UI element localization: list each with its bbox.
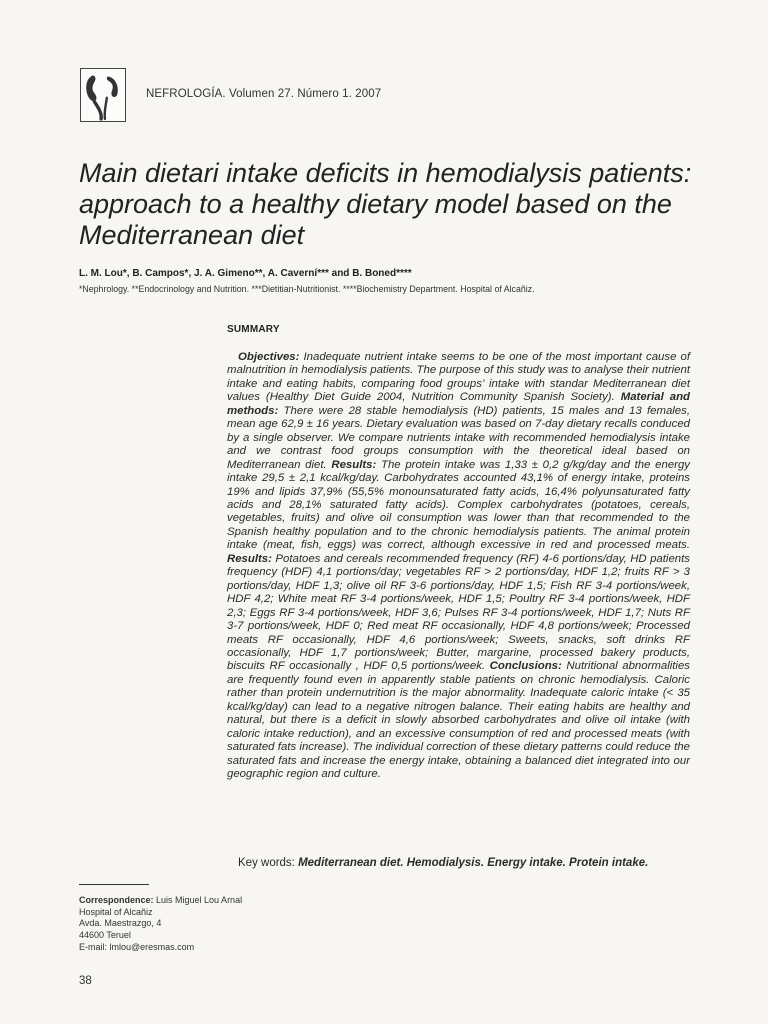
correspondence-block — [79, 895, 242, 954]
results-detail-label: Results: — [227, 552, 272, 565]
correspondence-name-line — [79, 895, 242, 907]
journal-citation: NEFROLOGÍA. Volumen 27. Número 1. 2007 — [146, 88, 382, 100]
correspondence-divider — [79, 884, 149, 885]
correspondence-label: Correspondence: — [79, 895, 154, 905]
correspondence-city: 44600 Teruel — [79, 930, 131, 941]
summary-abstract — [227, 351, 690, 782]
correspondence-hospital: Hospital of Alcañiz — [79, 906, 153, 917]
objectives-text: Inadequate nutrient intake seems to be one of the most important cause of malnutrition in hemodialysis patients. The purpose of this study was to analyse their nutrient intake and eating habits, comparing food groups’ intake with standar Mediterranean diet values (Healthy Diet Guide 2004, Nutrition Community Spanish Society). — [227, 351, 690, 404]
article-title: Main dietari intake deficits in hemodialysis patients: approach to a healthy dietary model based on the Mediterranean diet — [79, 158, 692, 250]
journal-logo — [80, 68, 126, 122]
results-text: The protein intake was 1,33 ± 0,2 g/kg/day and the energy intake 29,5 ± 2,1 kcal/kg/day. Carbohydrates accounted 43,1% of energy intake, proteins 19% and lipids 37,9% (55,5% monounsaturated fatty acids, 16,4% polyunsaturated fatty acids and 28,1% saturated fatty acids). Complex carbohydrates (potatoes, cereals, vegetables, fruits) and olive oil consumption was lower than that recommended to the Spanish healthy population and to the chronic hemodialysis patients. The animal protein intake (meat, fish, eggs) was correct, although excessive in red and processed meats. — [227, 458, 690, 552]
correspondence-street: Avda. Maestrazgo, 4 — [79, 918, 162, 929]
methods-text: There were 28 stable hemodialysis (HD) patients, 15 males and 13 females, mean age 62,9 ± 16 years. Dietary evaluation was based on 7-day dietary recalls conduced by a single observer. We compare nutrients intake with recommended hemodialysis intake and we contrast food groups consumption with the theoretical ideal based on Mediterranean diet. — [227, 404, 690, 471]
results-label: Results: — [331, 458, 377, 471]
keywords-label: Key words: — [238, 857, 299, 869]
results-detail-text: Potatoes and cereals recommended frequency (RF) 4-6 portions/day, HD patients frequency (HDF) 4,1 portions/day; vegetables RF > 2 portions/day, HDF 1,2; fruits RF > 3 portions/day, HDF 1,3; olive oil RF 3-6 portions/day, HDF 1,5; Fish RF 3-4 portions/week, HDF 4,2; White meat RF 3-4 portions/week, HDF 1,5; Poultry RF 3-4 portions/week, HDF 2,3; Eggs RF 3-4 portions/week, HDF 3,6; Pulses RF 3-4 portions/week, HDF 1,7; Nuts RF 3-7 portions/week, HDF 0; Red meat RF occasionally, HDF 4,8 portions/week; Processed meats RF occasionally, HDF 4,6 portions/week; Sweets, snacks, soft drinks RF occasionally, HDF 1,7 portions/week; Butter, margarine, processed bakery products, biscuits RF occasionally , HDF 0,5 portions/week. — [227, 552, 690, 673]
correspondence-email[interactable]: E-mail: lmlou@eresmas.com — [79, 941, 195, 952]
author-list: L. M. Lou*, B. Campos*, J. A. Gimeno**, A. Caverní*** and B. Boned**** — [79, 268, 412, 279]
objectives-label: Objectives: — [238, 351, 300, 363]
kidney-logo-icon — [81, 69, 125, 121]
page-number: 38 — [79, 975, 92, 987]
summary-heading: SUMMARY — [227, 324, 280, 335]
keywords-value: Mediterranean diet. Hemodialysis. Energy intake. Protein intake. — [298, 857, 649, 869]
keywords — [238, 857, 648, 869]
methods-label: Material and methods: — [227, 391, 691, 417]
correspondence-name: Luis Miguel Lou Arnal — [153, 895, 243, 905]
conclusions-text: Nutritional abnormalities are frequently found even in apparently stable patients on chronic hemodialysis. Caloric rather than protein undernutrition is the major abnormality. Inadequate caloric intake (< 35 kcal/kg/day) can lead to a negative nitrogen balance. Their eating habits are healthy and natural, but there is a deficit in slowly absorbed carbohydrates and olive oil intake (with caloric intake reduction), and an excessive consumption of red and processed meats (with saturated fats increase). The individual correction of these dietary patterns could reduce the saturated fats and increase the energy intake, obtaining a balanced diet integrated into our geographic region and culture. — [227, 660, 690, 781]
conclusions-label: Conclusions: — [489, 660, 562, 673]
author-affiliations: *Nephrology. **Endocrinology and Nutrition. ***Dietitian-Nutritionist. ****Biochemistry Department. Hospital of Alcañiz. — [79, 284, 535, 294]
